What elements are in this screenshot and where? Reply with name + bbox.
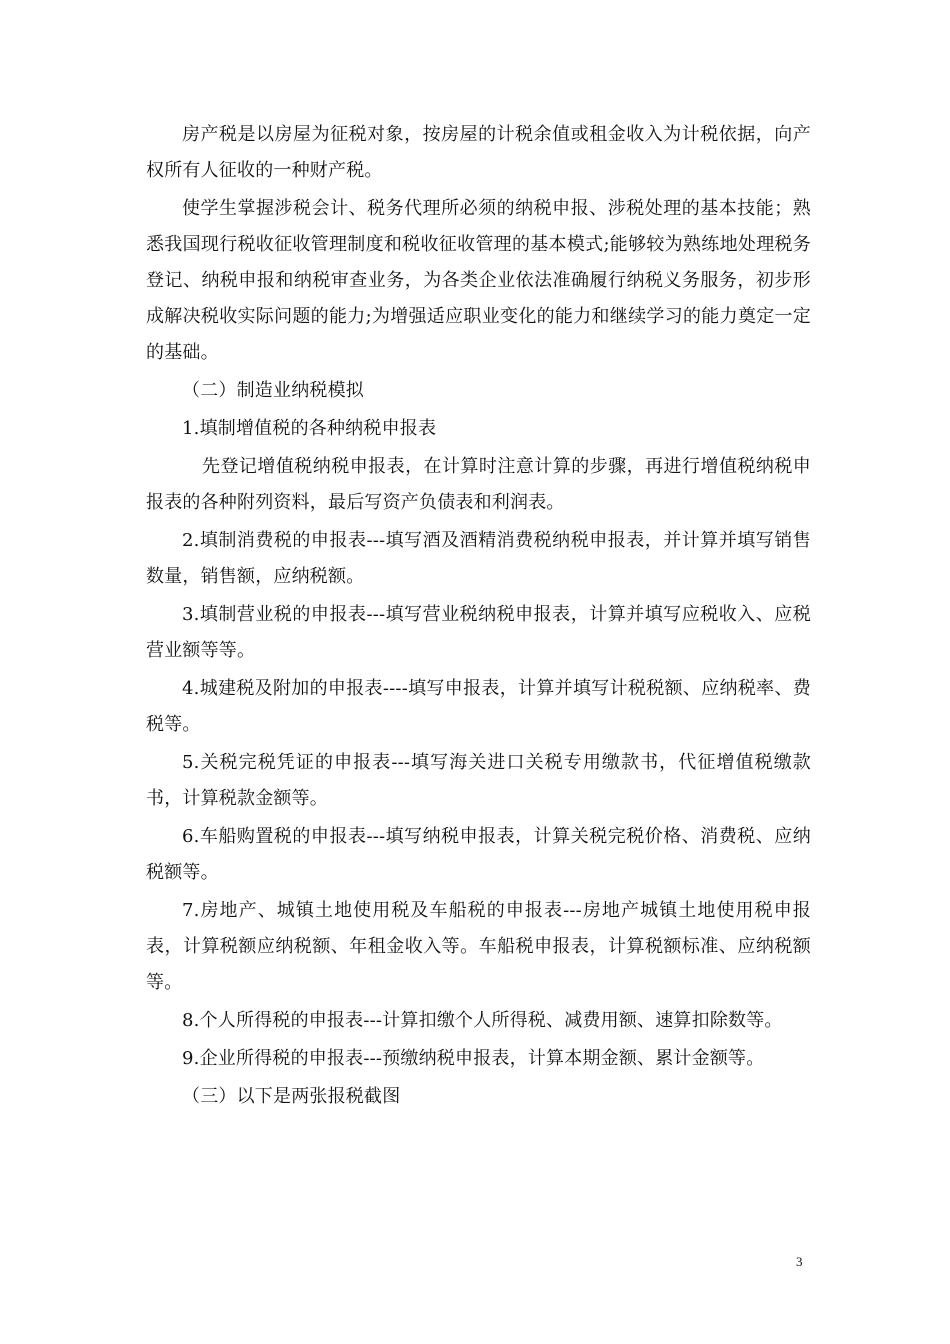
list-item-personal-income-tax: 8.个人所得税的申报表---计算扣缴个人所得税、减费用额、速算扣除数等。 <box>182 1010 783 1031</box>
list-item-customs-duty: 5.关税完税凭证的申报表---填写海关进口关税专用缴款书，代征增值税缴款书，计算税款金额等。 <box>146 752 811 809</box>
paragraph-learning-goals: 使学生掌握涉税会计、税务代理所必须的纳税申报、涉税处理的基本技能；熟悉我国现行税收征收管理制度和税收征收管理的基本模式;能够较为熟练地处理税务登记、纳税申报和纳税审查业务，为各类企业依法准确履行纳税义务服务，初步形成解决税收实际问题的能力;为增强适应职业变化的能力和继续学习的能力奠定一定的基础。 <box>146 198 811 363</box>
list-item-business-tax: 3.填制营业税的申报表---填写营业税纳税申报表，计算并填写应税收入、应税营业额等等。 <box>146 604 811 661</box>
section-heading-screenshots: （三）以下是两张报税截图 <box>182 1086 401 1107</box>
list-item-vat: 1.填制增值税的各种纳税申报表 <box>182 418 437 439</box>
paragraph-property-tax: 房产税是以房屋为征税对象，按房屋的计税余值或租金收入为计税依据，向产权所有人征收的一种财产税。 <box>146 124 811 181</box>
document-body <box>146 117 811 1117</box>
list-item-vehicle-purchase-tax: 6.车船购置税的申报表---填写纳税申报表，计算关税完税价格、消费税、应纳税额等。 <box>146 826 811 883</box>
list-item-consumption-tax: 2.填制消费税的申报表---填写酒及酒精消费税纳税申报表，并计算并填写销售数量，销售额，应纳税额。 <box>146 530 811 587</box>
paragraph-vat-steps: 先登记增值税纳税申报表，在计算时注意计算的步骤，再进行增值税纳税申报表的各种附列资料，最后写资产负债表和利润表。 <box>146 456 811 513</box>
page-number: 3 <box>796 1254 803 1269</box>
list-item-corporate-income-tax: 9.企业所得税的申报表---预缴纳税申报表，计算本期金额、累计金额等。 <box>182 1048 765 1069</box>
section-heading-manufacturing: （二）制造业纳税模拟 <box>182 380 364 401</box>
list-item-urban-construction-tax: 4.城建税及附加的申报表----填写申报表，计算并填写计税税额、应纳税率、费税等。 <box>146 678 811 735</box>
list-item-property-land-vehicle-tax: 7.房地产、城镇土地使用税及车船税的申报表---房地产城镇土地使用税申报表，计算税额应纳税额、年租金收入等。车船税申报表，计算税额标准、应纳税额等。 <box>146 900 811 993</box>
